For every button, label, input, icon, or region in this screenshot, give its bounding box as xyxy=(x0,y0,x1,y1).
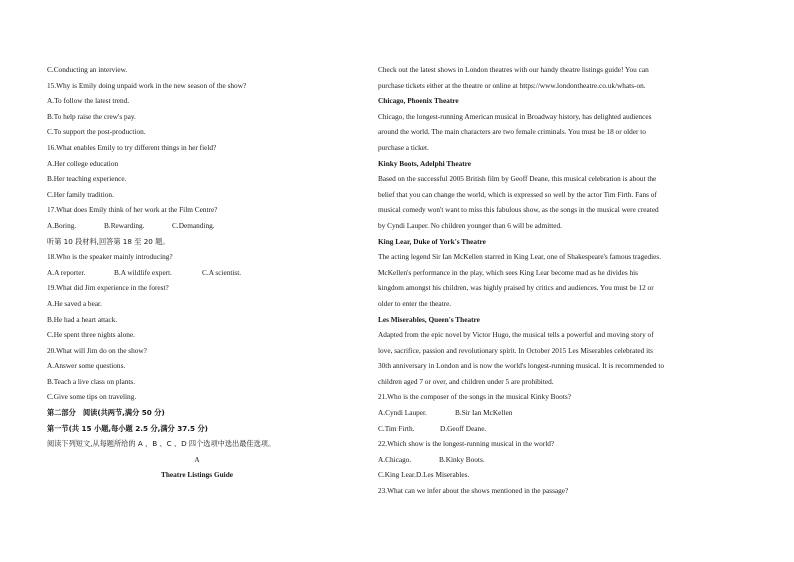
question-20-option-c: C.Give some tips on traveling. xyxy=(47,392,137,402)
question-19: 19.What did Jim experience in the forest? xyxy=(47,283,169,293)
question-21: 21.Who is the composer of the songs in the musical Kinky Boots? xyxy=(378,392,571,402)
question-15-option-b: B.To help raise the crew's pay. xyxy=(47,111,136,121)
show-les-miserables-title: Les Miserables, Queen's Theatre xyxy=(378,314,480,324)
question-15: 15.Why is Emily doing unpaid work in the new season of the show? xyxy=(47,80,247,90)
question-17-option-a: A.Boring. xyxy=(47,220,77,230)
intro-line-1: Check out the latest shows in London theatres with our handy theatre listings guide! You can xyxy=(378,65,649,74)
question-19-option-b: B.He had a heart attack. xyxy=(47,314,118,324)
show-king-lear-line-3: kingdom amongst his children, was highly praised by critics and audiences. You must be 12 or xyxy=(378,283,654,293)
right-column xyxy=(378,62,696,499)
show-kinky-boots-line-2: belief that you can change the world, which is expressed so well by the actor Tim Firth. Fans of xyxy=(378,189,657,199)
show-kinky-boots-line-3: musical comedy won't want to miss this fabulous show, as the songs in the musical were created xyxy=(378,205,659,215)
show-les-miserables-line-1: Adapted from the epic novel by Victor Hugo, the musical tells a powerful and moving story of xyxy=(378,330,654,340)
intro-line-2: purchase tickets either at the theatre or online at https://www.londontheatre.co.uk/whats-on. xyxy=(378,80,646,90)
question-21-option-a: A.Cyndi Lauper. xyxy=(378,408,427,418)
show-chicago-line-2: around the world. The main characters are two female criminals. You must be 18 or older to xyxy=(378,127,646,137)
question-21-options-cd xyxy=(378,421,696,437)
show-kinky-boots-title: Kinky Boots, Adelphi Theatre xyxy=(378,158,471,168)
reading-directions: 阅读下列短文,从每题所给的 A 、B 、C 、D 四个选项中选出最佳选项。 xyxy=(47,439,276,449)
question-17-option-c: C.Demanding. xyxy=(172,220,215,230)
question-18-option-c: C.A scientist. xyxy=(202,267,242,277)
question-21-options-ab xyxy=(378,405,696,421)
question-16: 16.What enables Emily to try different things in her field? xyxy=(47,142,217,152)
question-19-option-c: C.He spent three nights alone. xyxy=(47,330,135,340)
show-chicago-title: Chicago, Phoenix Theatre xyxy=(378,96,459,106)
question-18: 18.Who is the speaker mainly introducing? xyxy=(47,252,173,262)
show-kinky-boots-line-4: by Cyndi Lauper. No children younger than 6 will be admitted. xyxy=(378,220,563,230)
question-22-options-cd xyxy=(378,467,696,483)
show-les-miserables-line-3: 30th anniversary in London and is now the world's longest-running musical. It is recommended to xyxy=(378,361,665,371)
question-23: 23.What can we infer about the shows mentioned in the passage? xyxy=(378,486,569,496)
question-19-option-a: A.He saved a bear. xyxy=(47,298,102,308)
question-20-option-a: A.Answer some questions. xyxy=(47,361,126,371)
question-18-options xyxy=(47,265,347,281)
question-22-option-a: A.Chicago. xyxy=(378,454,412,464)
question-16-option-c: C.Her family tradition. xyxy=(47,189,114,199)
question-16-option-b: B.Her teaching experience. xyxy=(47,174,127,184)
listening-instruction-10: 听第 10 段材料,回答第 18 至 20 题。 xyxy=(47,236,170,246)
left-column xyxy=(47,62,347,483)
question-22-options-ab xyxy=(378,452,696,468)
question-17: 17.What does Emily think of her work at the Film Centre? xyxy=(47,205,218,215)
question-17-option-b: B.Rewarding. xyxy=(104,220,145,230)
passage-title: Theatre Listings Guide xyxy=(160,470,234,480)
question-21-option-b: B.Sir Ian McKellen xyxy=(455,408,513,418)
question-15-option-c: C.To support the post-production. xyxy=(47,127,146,137)
passage-letter: A xyxy=(194,454,200,464)
show-chicago-line-1: Chicago, the longest-running American musical in Broadway history, has delighted audiences xyxy=(378,111,652,121)
show-king-lear-title: King Lear, Duke of York's Theatre xyxy=(378,236,486,246)
question-21-option-c: C.Tim Firth. xyxy=(378,423,415,433)
question-20: 20.What will Jim do on the show? xyxy=(47,345,147,355)
question-22: 22.Which show is the longest-running musical in the world? xyxy=(378,439,555,449)
show-les-miserables-line-4: children aged 7 or over, and children under 5 are prohibited. xyxy=(378,376,554,386)
part-2-heading: 第二部分 阅读(共两节,满分 50 分) xyxy=(47,408,165,418)
show-king-lear-line-1: The acting legend Sir Ian McKellen starred in King Lear, one of Shakespeare's famous tragedies. xyxy=(378,252,662,262)
question-22-option-b: B.Kinky Boots. xyxy=(439,454,485,464)
question-18-option-a: A.A reporter. xyxy=(47,267,86,277)
question-17-options xyxy=(47,218,347,234)
show-chicago-line-3: purchase a ticket. xyxy=(378,142,429,152)
question-20-option-b: B.Teach a live class on plants. xyxy=(47,376,136,386)
question-14-option-c: C.Conducting an interview. xyxy=(47,65,128,74)
show-kinky-boots-line-1: Based on the successful 2005 British film by Geoff Deane, this musical celebration is about the xyxy=(378,174,657,184)
question-18-option-b: B.A wildlife expert. xyxy=(114,267,172,277)
show-les-miserables-line-2: love, sacrifice, passion and revolutionary spirit. In October 2015 Les Miserables celebrated its xyxy=(378,345,653,355)
show-king-lear-line-2: McKellen's performance in the play, which sees King Lear become mad as he divides his xyxy=(378,267,638,277)
question-16-option-a: A.Her college education xyxy=(47,158,119,168)
question-22-option-c: C.King Lear. xyxy=(378,470,416,480)
section-1-heading: 第一节(共 15 小题,每小题 2.5 分,满分 37.5 分) xyxy=(47,423,208,433)
question-22-option-d: D.Les Miserables. xyxy=(416,470,470,480)
show-king-lear-line-4: older to enter the theatre. xyxy=(378,298,452,308)
question-15-option-a: A.To follow the latest trend. xyxy=(47,96,130,106)
question-21-option-d: D.Geoff Deane. xyxy=(440,423,487,433)
